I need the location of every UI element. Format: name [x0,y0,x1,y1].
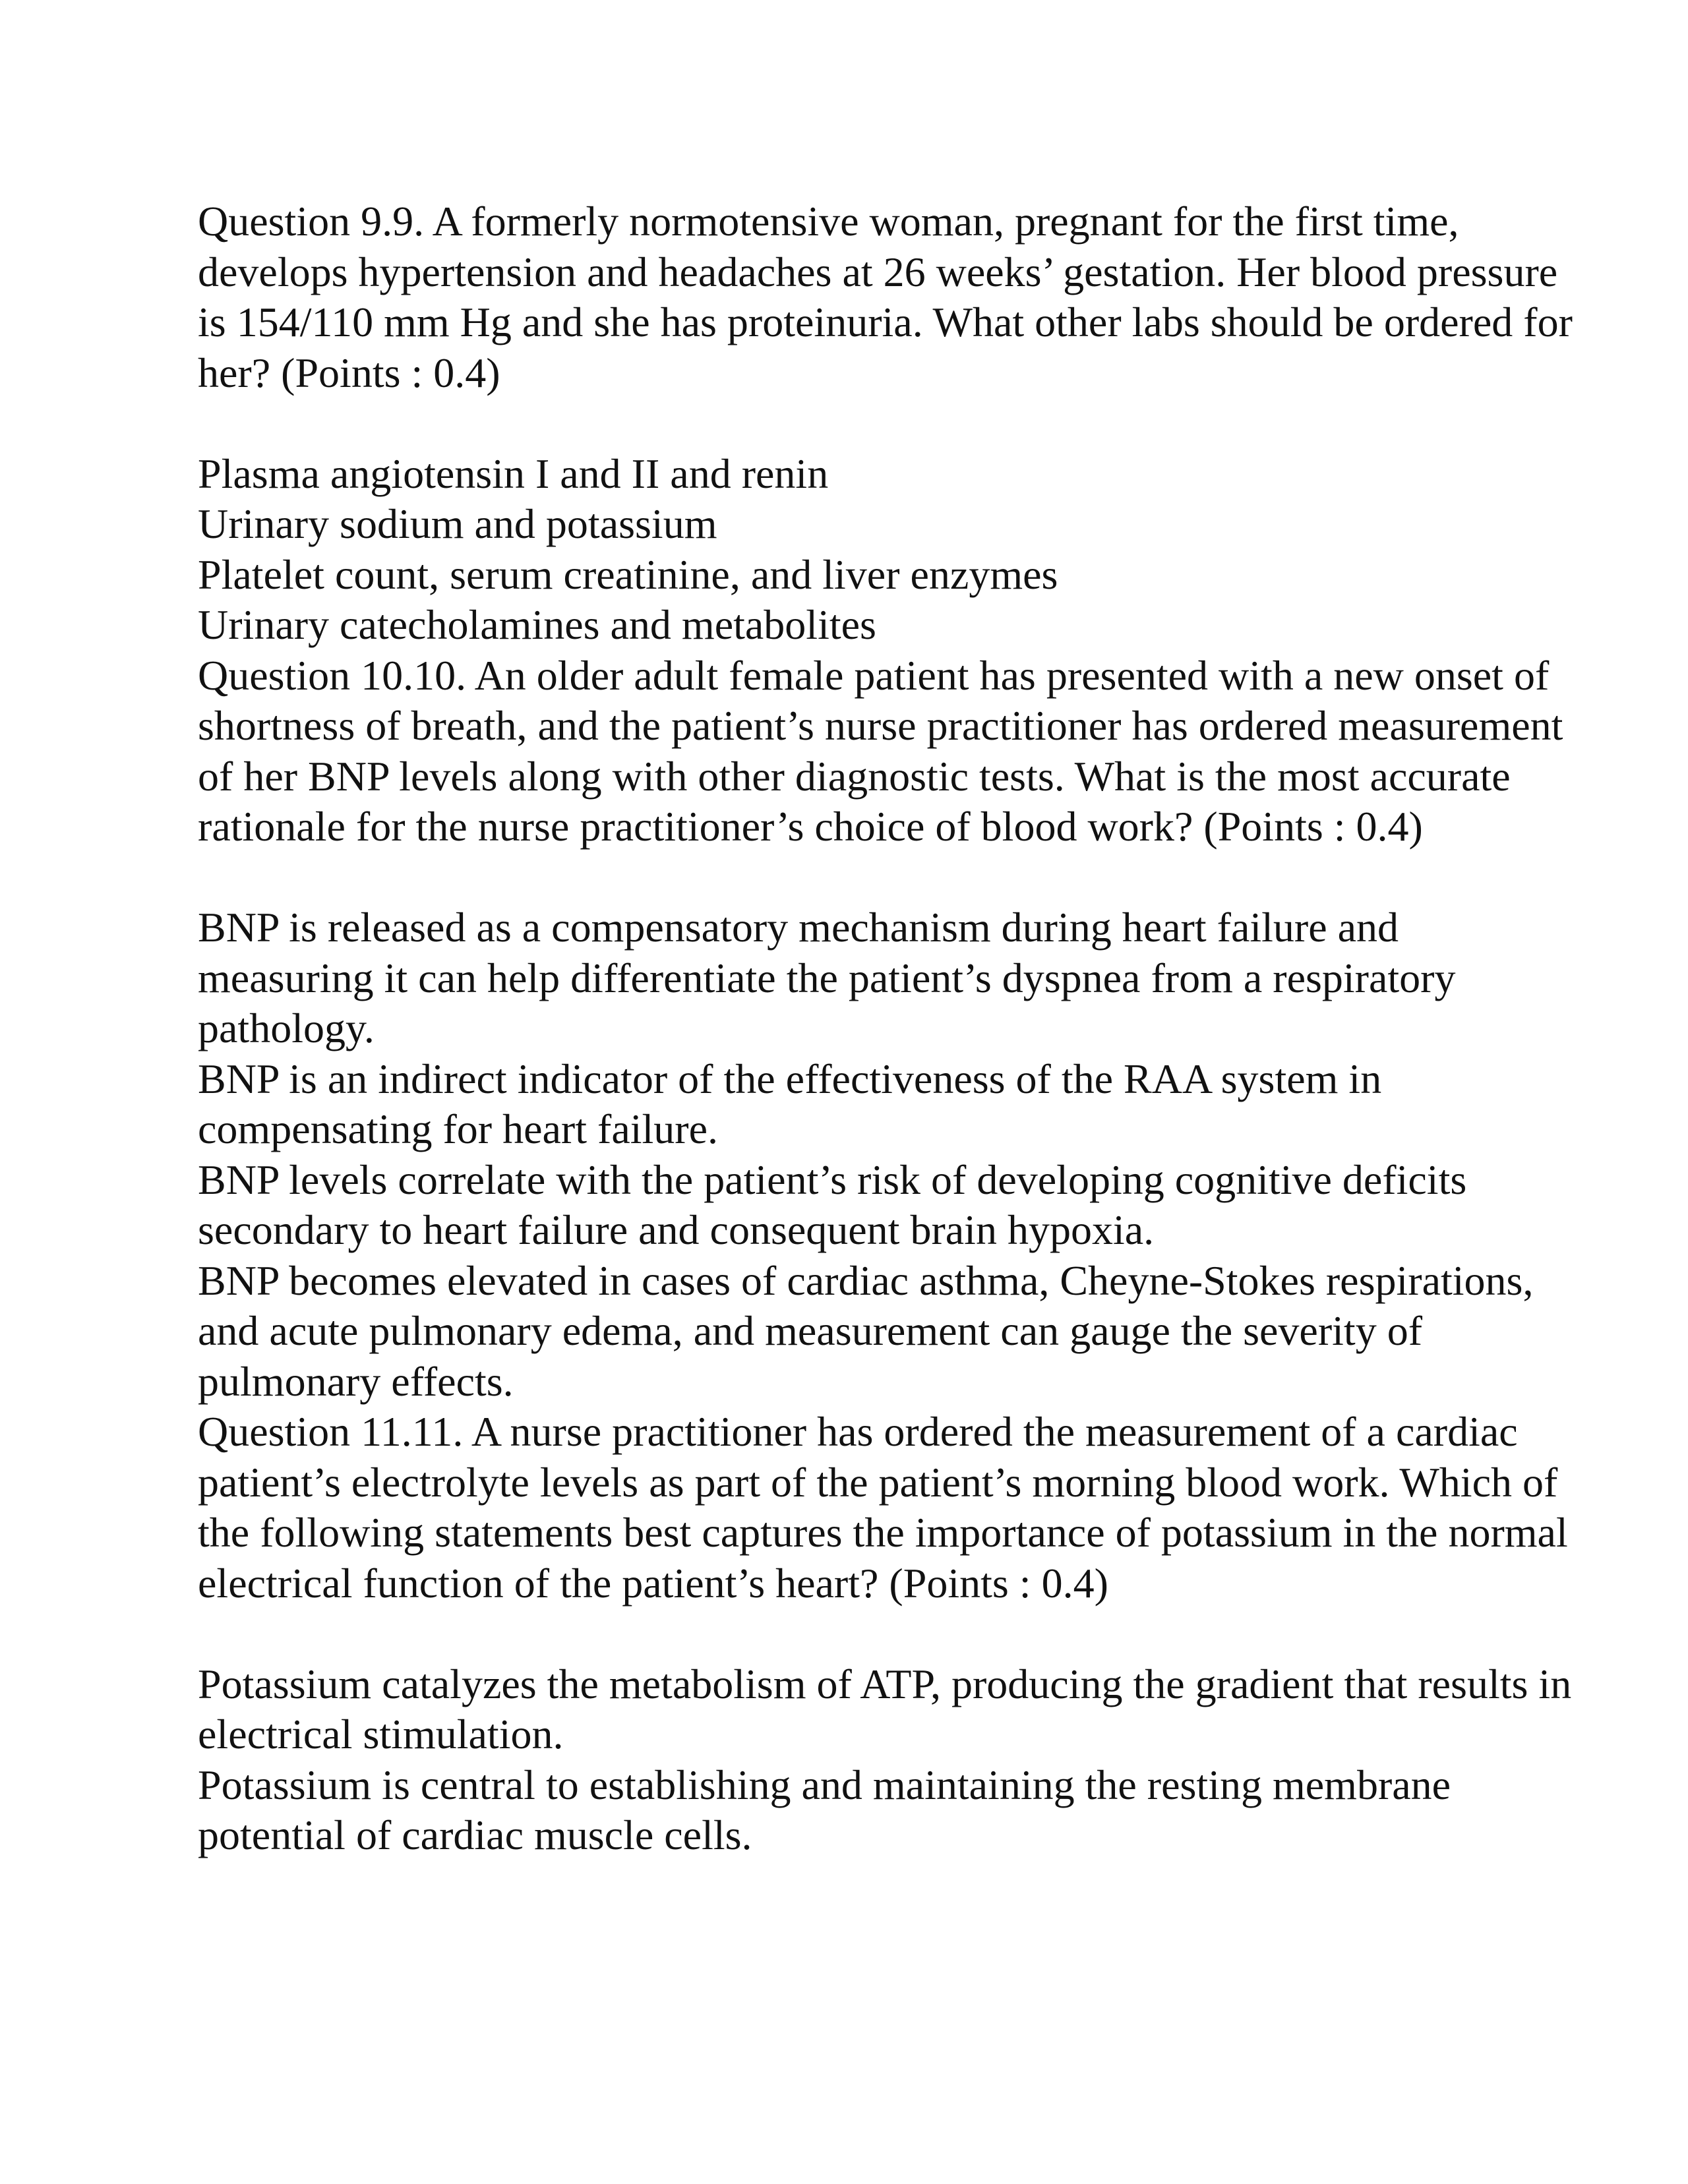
question-10-10-option-2: BNP is an indirect indicator of the effectiveness of the RAA system in compensating for heart failure. [198,1055,1382,1152]
question-11-11-text: Question 11.11. A nurse practitioner has ordered the measurement of a cardiac patient’s electrolyte levels as part of the patient’s morning blood work. Which of the following statements best captures the importance of potassium in the normal electrical function of the patient’s heart? (Points : 0.4) [198,1408,1568,1607]
paragraph-gap [198,1608,1582,1659]
question-9-9-option-3: Platelet count, serum creatinine, and liver enzymes [198,550,1058,598]
question-10-10-option-1: BNP is released as a compensatory mechanism during heart failure and measuring it can help differentiate the patient’s dyspnea from a respiratory pathology. [198,904,1456,1051]
question-11-11-option-1: Potassium catalyzes the metabolism of ATP, producing the gradient that results in electrical stimulation. [198,1660,1572,1757]
question-10-10-option-3: BNP levels correlate with the patient’s risk of developing cognitive deficits secondary to heart failure and consequent brain hypoxia. [198,1156,1467,1253]
paragraph-gap [198,398,1582,449]
question-10-10-text: Question 10.10. An older adult female patient has presented with a new onset of shortness of breath, and the patient’s nurse practitioner has ordered measurement of her BNP levels along with other diagnostic tests. What is the most accurate rationale for the nurse practitioner’s choice of blood work? (Points : 0.4) [198,651,1563,850]
question-9-9-text: Question 9.9. A formerly normotensive woman, pregnant for the first time, develops hypertension and headaches at 26 weeks’ gestation. Her blood pressure is 154/110 mm Hg and she has proteinuria. What other labs should be ordered for her? (Points : 0.4) [198,198,1573,396]
question-9-9-option-4: Urinary catecholamines and metabolites [198,601,876,648]
document-body [198,196,1582,1861]
question-11-11-option-2: Potassium is central to establishing and maintaining the resting membrane potential of cardiac muscle cells. [198,1761,1451,1858]
paragraph-gap [198,852,1582,903]
question-9-9-option-1: Plasma angiotensin I and II and renin [198,450,829,497]
question-10-10-option-4: BNP becomes elevated in cases of cardiac asthma, Cheyne-Stokes respirations, and acute pulmonary edema, and measurement can gauge the severity of pulmonary effects. [198,1256,1534,1405]
question-9-9-option-2: Urinary sodium and potassium [198,500,717,547]
